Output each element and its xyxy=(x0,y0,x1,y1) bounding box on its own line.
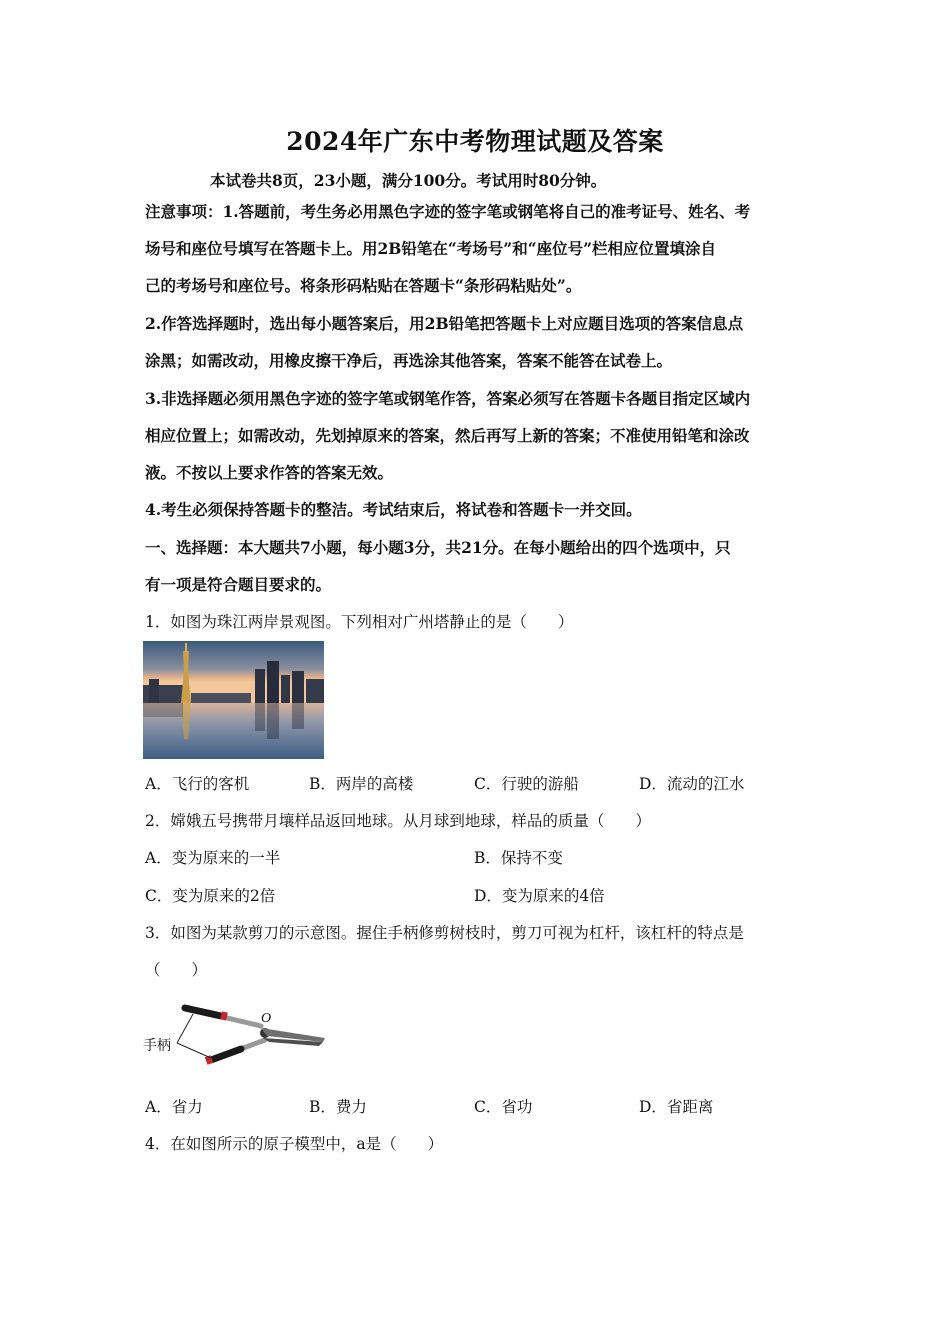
section-heading: 有一项是符合题目要求的。 xyxy=(145,575,332,594)
exam-info: 本试卷共8页，23小题，满分100分。考试用时80分钟。 xyxy=(210,171,607,190)
note-line: 3.非选择题必须用黑色字迹的签字笔或钢笔作答，答案必须写在答题卡各题目指定区域内 xyxy=(145,389,751,408)
page-title: 2024年广东中考物理试题及答案 xyxy=(286,127,664,156)
question-1-stem: 1．如图为珠江两岸景观图。下列相对广州塔静止的是（ ） xyxy=(145,613,574,631)
question-4-stem: 4．在如图所示的原子模型中，a是（ ） xyxy=(145,1135,444,1153)
q2-option-b: B．保持不变 xyxy=(474,849,563,867)
note-line: 涂黑；如需改动，用橡皮擦干净后，再选涂其他答案，答案不能答在试卷上。 xyxy=(145,351,673,370)
note-line: 液。不按以上要求作答的答案无效。 xyxy=(145,463,394,482)
note-line: 注意事项：1.答题前，考生务必用黑色字迹的签字笔或钢笔将自己的准考证号、姓名、考 xyxy=(145,202,751,221)
note-line: 相应位置上；如需改动，先划掉原来的答案，然后再写上新的答案；不准使用铅笔和涂改 xyxy=(145,426,750,445)
q1-option-a: A．飞行的客机 xyxy=(145,775,250,793)
q1-option-c: C．行驶的游船 xyxy=(474,775,579,793)
q2-option-d: D．变为原来的4倍 xyxy=(474,887,605,905)
note-line: 己的考场号和座位号。将条形码粘贴在答题卡“条形码粘贴处”。 xyxy=(145,276,582,295)
question-2-stem: 2．嫦娥五号携带月壤样品返回地球。从月球到地球，样品的质量（ ） xyxy=(145,812,651,830)
note-line: 4.考生必须保持答题卡的整洁。考试结束后，将试卷和答题卡一并交回。 xyxy=(145,500,642,519)
q1-option-b: B．两岸的高楼 xyxy=(309,775,414,793)
note-line: 场号和座位号填写在答题卡上。用2B铅笔在“考场号”和“座位号”栏相应位置填涂自 xyxy=(145,239,717,258)
q1-option-d: D．流动的江水 xyxy=(639,775,745,793)
question-3-stem: 3．如图为某款剪刀的示意图。握住手柄修剪树枝时，剪刀可视为杠杆，该杠杆的特点是 xyxy=(145,924,744,942)
q2-option-c: C．变为原来的2倍 xyxy=(145,887,276,905)
q3-option-c: C．省功 xyxy=(474,1098,533,1116)
handle-label: 手柄 xyxy=(143,1038,171,1054)
pruning-shears-figure xyxy=(143,998,328,1078)
pivot-label: O xyxy=(261,1011,272,1026)
section-heading: 一、选择题：本大题共7小题，每小题3分，共21分。在每小题给出的四个选项中，只 xyxy=(145,538,731,557)
pearl-river-photo xyxy=(143,641,324,759)
note-line: 2.作答选择题时，选出每小题答案后，用2B铅笔把答题卡上对应题目选项的答案信息点 xyxy=(145,314,744,333)
q3-option-d: D．省距离 xyxy=(639,1098,714,1116)
q3-option-b: B．费力 xyxy=(309,1098,367,1116)
q2-option-a: A．变为原来的一半 xyxy=(145,849,281,867)
question-3-stem-cont: （ ） xyxy=(145,961,208,979)
q3-option-a: A．省力 xyxy=(145,1098,203,1116)
